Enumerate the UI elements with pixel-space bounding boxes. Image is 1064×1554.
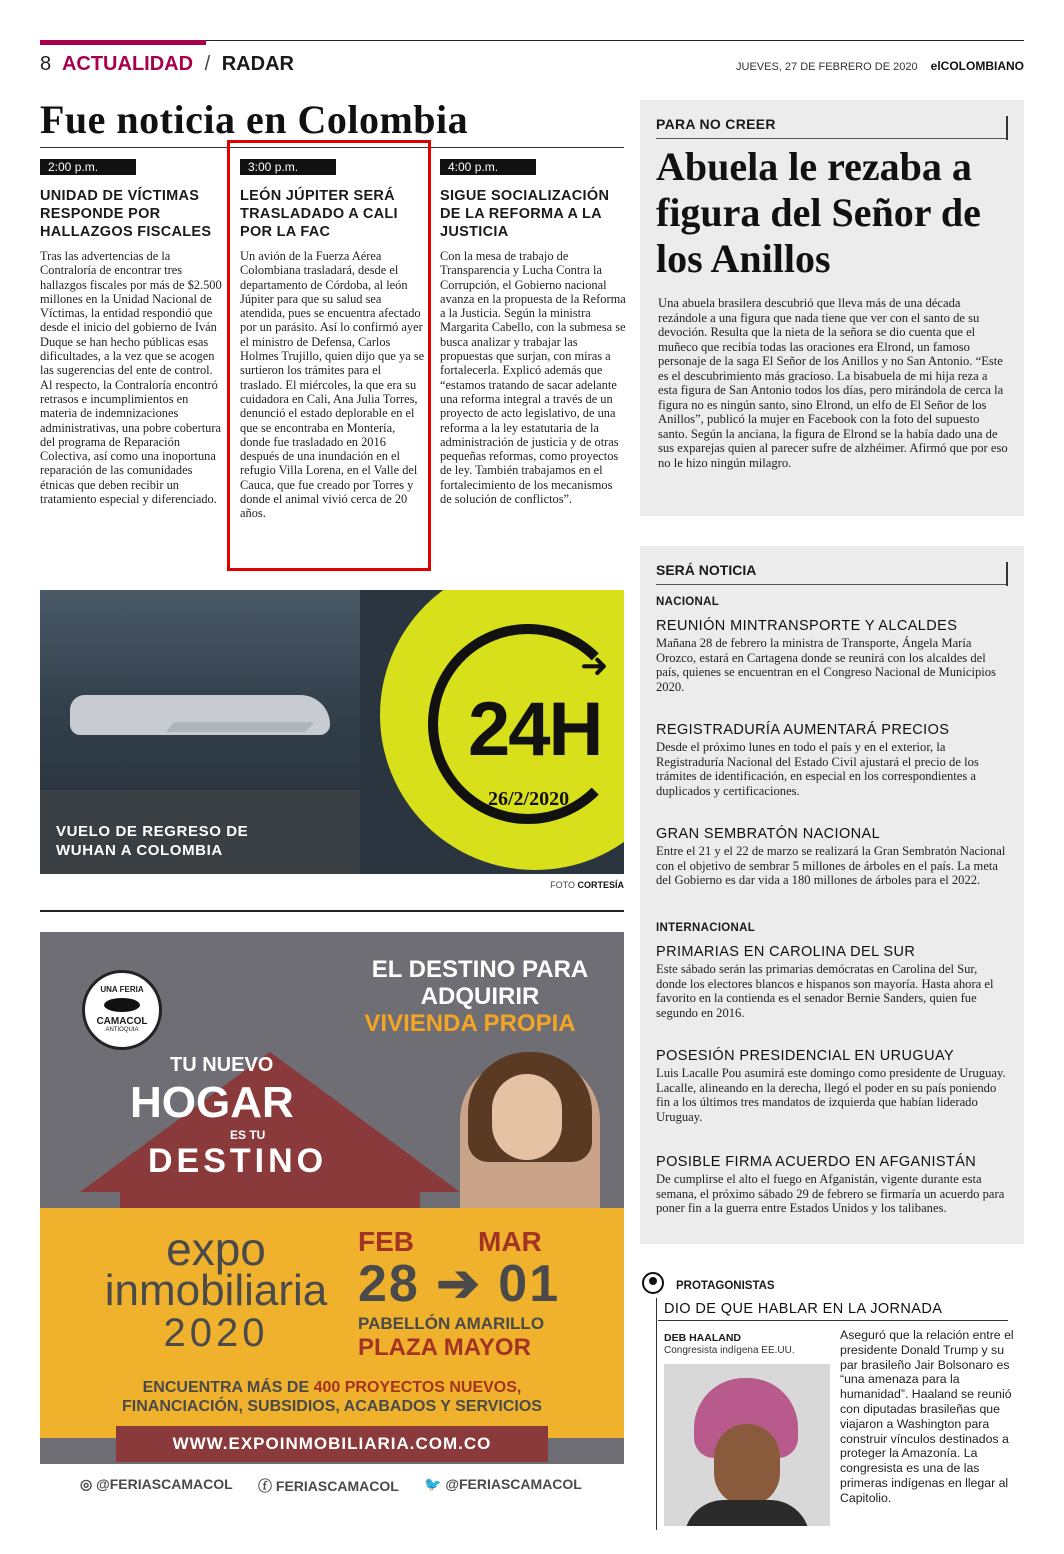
column-headline: LEÓN JÚPITER SERÁ TRASLADADO A CALI POR LA FAC xyxy=(240,188,398,240)
social-handles xyxy=(40,1464,624,1504)
24h-logo-text: 24H xyxy=(468,687,602,772)
column-body: Un avión de la Fuerza Aérea Colombiana trasladará, desde el departamento de Córdoba, al león Júpiter para que su salud sea atendida, pues se encuentra afectado por un parásito. Así lo confirmó ayer el ministro de Defensa, Carlos Holmes Trujillo, quien dijo que ya se surtieron los trámites para el traslado. El miércoles, la que era su cuidadora en Cali, Ana Julia Torres, denunció el estado deplorable en el que se encontraba en Montería, donde fue trasladado en 2016 después de una inundación en el refugio Villa Lorena, en el Valle del Cauca, que fue creado por Torres y donde el animal vivió cerca de 20 años. xyxy=(240,249,425,521)
ad-tu-nuevo: TU NUEVO xyxy=(170,1054,274,1076)
label-bar xyxy=(1006,562,1008,586)
venue-line-1: PABELLÓN AMARILLO xyxy=(358,1314,545,1333)
agenda-body: Desde el próximo lunes en todo el país y en el exterior, la Registraduría Nacional del Estado Civil ajustará el precio de los trámites de identificación, en especial en los correspondientes a duplicados y certificaciones. xyxy=(656,740,979,798)
model-face xyxy=(492,1074,562,1160)
agenda-item xyxy=(656,944,1008,1020)
agenda-title: REUNIÓN MINTRANSPORTE Y ALCALDES xyxy=(656,618,958,634)
offer-prefix: ENCUENTRA MÁS DE xyxy=(142,1379,314,1396)
column-headline: SIGUE SOCIALIZACIÓN DE LA REFORMA A LA JUSTICIA xyxy=(440,188,610,240)
agenda-body: Este sábado serán las primarias demócratas en Carolina del Sur, donde los electores blancos e hispanos son mayoría. Hasta ahora el favorito en la contienda es el senador Bernie Sanders, quien fue segundo en 2016. xyxy=(656,962,994,1020)
page-header xyxy=(40,40,1024,76)
face xyxy=(714,1424,780,1506)
newspaper-brand: elCOLOMBIANO xyxy=(930,59,1024,73)
ad-es-tu: ES TU xyxy=(230,1128,266,1142)
eye-icon xyxy=(104,998,140,1012)
credit-prefix: FOTO xyxy=(550,880,575,890)
offer-rest: FINANCIACIÓN, SUBSIDIOS, ACABADOS Y SERVICIOS xyxy=(122,1398,542,1415)
breadcrumb-separator: / xyxy=(204,53,211,75)
photo-caption xyxy=(56,822,248,860)
box-body: Una abuela brasilera descubrió que lleva más de una década rezándole a una figura que nada tiene que ver con el santo de su devoción. Resulta que la nieta de la señora se dio cuenta que el muñeco que recibía todas las oraciones era Elrond, un famoso personaje de la saga El Señor de los Anillos y no San Antonio. “Este es el descubrimiento más gracioso. La bisabuela de mi hija reza a esta figura de San Antonio todos los días, pero mirándola de cerca la figura no es ningún santo, sino Elrond, un elfo de El Señor de los Anillos”, publicó la mujer en Facebook con la foto del supuesto santo. Según la anciana, la figura de Elrond se la había dado una de sus exparejas quien al parecer sufre de alzhéimer. Afirmó que por eso no le hizo ningún milagro. xyxy=(658,296,1008,470)
protagonistas-box xyxy=(640,1270,1024,1530)
agenda-title: POSIBLE FIRMA ACUERDO EN AFGANISTÁN xyxy=(656,1154,977,1170)
shoulders xyxy=(684,1500,810,1526)
agenda-item xyxy=(656,1154,1008,1216)
column-body: Con la mesa de trabajo de Transparencia y Lucha Contra la Corrupción, el Gobierno nacional avanza en la propuesta de la Reforma a la Justicia. Según la ministra Margarita Cabello, con la submesa se busca analizar y trabajar las propuestas que surjan, con miras a fortalecerla. Explicó además que “estamos tratando de sacar adelante una reforma integral a través de un proyecto de acto legislativo, de una reforma a la ley estatutaria de la administración de justicia y de otras pequeñas reformas, como proyectos de ley. También trabajamos en el fortalecimiento de los mecanismos de solución de conflictos”. xyxy=(440,249,626,507)
credit-name: CORTESÍA xyxy=(577,880,624,890)
section-accent-bar xyxy=(40,40,206,45)
para-no-creer-box xyxy=(640,100,1024,516)
box-subtitle: DIO DE QUE HABLAR EN LA JORNADA xyxy=(664,1301,943,1317)
box-label: SERÁ NOTICIA xyxy=(656,562,757,578)
section-name: ACTUALIDAD xyxy=(61,53,194,75)
expo-word: expo xyxy=(166,1223,266,1275)
ad-offer-text xyxy=(80,1378,584,1416)
label-rule xyxy=(656,584,1008,585)
instagram-handle[interactable]: ◎ @FERIASCAMACOL xyxy=(80,1476,233,1492)
label-bar xyxy=(1006,116,1008,140)
protagonist-text: Aseguró que la relación entre el presidente Donald Trump y su par brasileño Jair Bolsonaro es “una amenaza para la humanidad”. Haaland se reunió con diputadas brasileñas que viajaron a Washington para construir vínculos destinados a proteger la Amazonía. La congresista es una de las primeras indígenas en llegar al Capitolio. xyxy=(840,1328,1014,1505)
inmobiliaria-word: inmobiliaria xyxy=(104,1266,328,1315)
subsection-name: RADAR xyxy=(221,53,294,75)
agenda-body: Entre el 21 y el 22 de marzo se realizará la Gran Sembratón Nacional con el objetivo de sembrar 5 millones de árboles en el país. La meta del Gobierno es dar vida a 180 millones de árboles para el 2022. xyxy=(656,844,1006,887)
protagonist-portrait xyxy=(664,1364,830,1526)
box-side-rule xyxy=(656,1298,657,1530)
advertisement[interactable] xyxy=(40,932,624,1504)
label-rule xyxy=(656,138,1008,139)
header-meta xyxy=(736,59,1024,73)
expo-year: 2020 xyxy=(163,1311,269,1355)
time-badge: 4:00 p.m. xyxy=(440,159,536,175)
logo-text: UNA FERIA xyxy=(100,985,144,994)
news-column-2 xyxy=(240,156,426,521)
box-label: PARA NO CREER xyxy=(656,116,776,132)
ad-subheadline: VIVIENDA PROPIA xyxy=(364,1010,576,1037)
category-internacional: INTERNACIONAL xyxy=(656,922,756,934)
category-nacional: NACIONAL xyxy=(656,596,720,608)
ad-divider xyxy=(40,910,624,912)
agenda-item xyxy=(656,1048,1008,1124)
expo-logo xyxy=(76,1223,356,1355)
time-badge: 2:00 p.m. xyxy=(40,159,136,175)
time-badge: 3:00 p.m. xyxy=(240,159,336,175)
logo-text: CAMACOL xyxy=(96,1016,148,1027)
arrow-icon: ➜ xyxy=(580,646,609,686)
ad-destino: DESTINO xyxy=(148,1142,328,1180)
twitter-handle[interactable]: 🐦 @FERIASCAMACOL xyxy=(424,1476,582,1492)
agenda-item xyxy=(656,618,1008,694)
ad-headline: EL DESTINO PARA ADQUIRIR xyxy=(371,956,589,1010)
agenda-body: De cumplirse el alto el fuego en Afganistán, vigente durante esta semana, el próximo sábado 29 de febrero se firmaría un acuerdo para poner fin a la guerra entre Estados Unidos y los talibanes. xyxy=(656,1172,1005,1215)
agenda-title: GRAN SEMBRATÓN NACIONAL xyxy=(656,826,881,842)
venue-line-2: PLAZA MAYOR xyxy=(358,1334,531,1361)
agenda-item xyxy=(656,722,1008,798)
agenda-title: POSESIÓN PRESIDENCIAL EN URUGUAY xyxy=(656,1048,955,1064)
camacol-logo xyxy=(82,970,162,1050)
caption-line: WUHAN A COLOMBIA xyxy=(56,842,223,859)
page-title: Fue noticia en Colombia xyxy=(40,97,469,142)
photo-credit xyxy=(550,880,624,890)
box-label: PROTAGONISTAS xyxy=(676,1280,775,1292)
facebook-handle[interactable]: ⓕ FERIASCAMACOL xyxy=(258,1478,399,1494)
news-column-1 xyxy=(40,156,226,506)
person-icon xyxy=(642,1272,664,1294)
protagonist-role: Congresista indígena EE.UU. xyxy=(664,1345,795,1356)
column-body: Tras las advertencias de la Contraloría de encontrar tres hallazgos fiscales por más de $2.500 millones en la Unidad Nacional de Víctimas, la entidad respondió que desde el inicio del gobierno de Iván Duque se han hecho públicas esas dificultades, a la vez que se acogen las sugerencias del ente de control. Al respecto, la Contraloría encontró retrasos e incumplimientos en materia de indemnizaciones administrativas, una pobre cobertura del programa de Reparación Colectiva, así como una inoportuna reparación de las comunidades étnicas que deben recibir un tratamiento especial y diferenciado. xyxy=(40,249,222,507)
caption-line: VUELO DE REGRESO DE xyxy=(56,823,249,840)
agenda-body: Luis Lacalle Pou asumirá este domingo como presidente de Uruguay. Lacalle, alineando en la derecha, llegó el poder en su país poniendo fin a los últimos tres mandatos de izquierda que habían liderado Uruguay. xyxy=(656,1066,1006,1124)
box-headline: Abuela le rezaba a figura del Señor de los Anillos xyxy=(656,144,981,281)
agenda-title: REGISTRADURÍA AUMENTARÁ PRECIOS xyxy=(656,722,950,738)
sera-noticia-box xyxy=(640,546,1024,1244)
news-photo xyxy=(40,590,624,874)
agenda-title: PRIMARIAS EN CAROLINA DEL SUR xyxy=(656,944,916,960)
offer-highlight: 400 PROYECTOS NUEVOS, xyxy=(313,1379,522,1396)
news-column-3 xyxy=(440,156,626,506)
ad-hogar: HOGAR xyxy=(130,1078,294,1127)
section-breadcrumb xyxy=(40,53,294,76)
page-number: 8 xyxy=(40,53,52,75)
column-headline: UNIDAD DE VÍCTIMAS RESPONDE POR HALLAZGOS FISCALES xyxy=(40,188,212,240)
24h-logo-date: 26/2/2020 xyxy=(488,788,570,810)
subtitle-rule xyxy=(658,1320,1008,1321)
start-month: FEB xyxy=(358,1226,414,1257)
logo-text: ANTIOQUIA xyxy=(105,1027,139,1033)
agenda-body: Mañana 28 de febrero la ministra de Transporte, Ángela María Orozco, estará en Cartagena donde se reunirá con los alcaldes del país, quienes se encuentran en el Congreso Nacional de Municipios 2020. xyxy=(656,636,996,694)
end-month: MAR xyxy=(478,1226,542,1257)
ad-website-link[interactable]: WWW.EXPOINMOBILIARIA.COM.CO xyxy=(116,1426,548,1462)
event-days: 28 ➔ 01 xyxy=(358,1255,561,1313)
protagonist-name: DEB HAALAND xyxy=(664,1332,741,1344)
issue-date: JUEVES, 27 DE FEBRERO DE 2020 xyxy=(736,61,918,73)
agenda-item xyxy=(656,826,1008,888)
airplane-wing xyxy=(166,722,314,732)
